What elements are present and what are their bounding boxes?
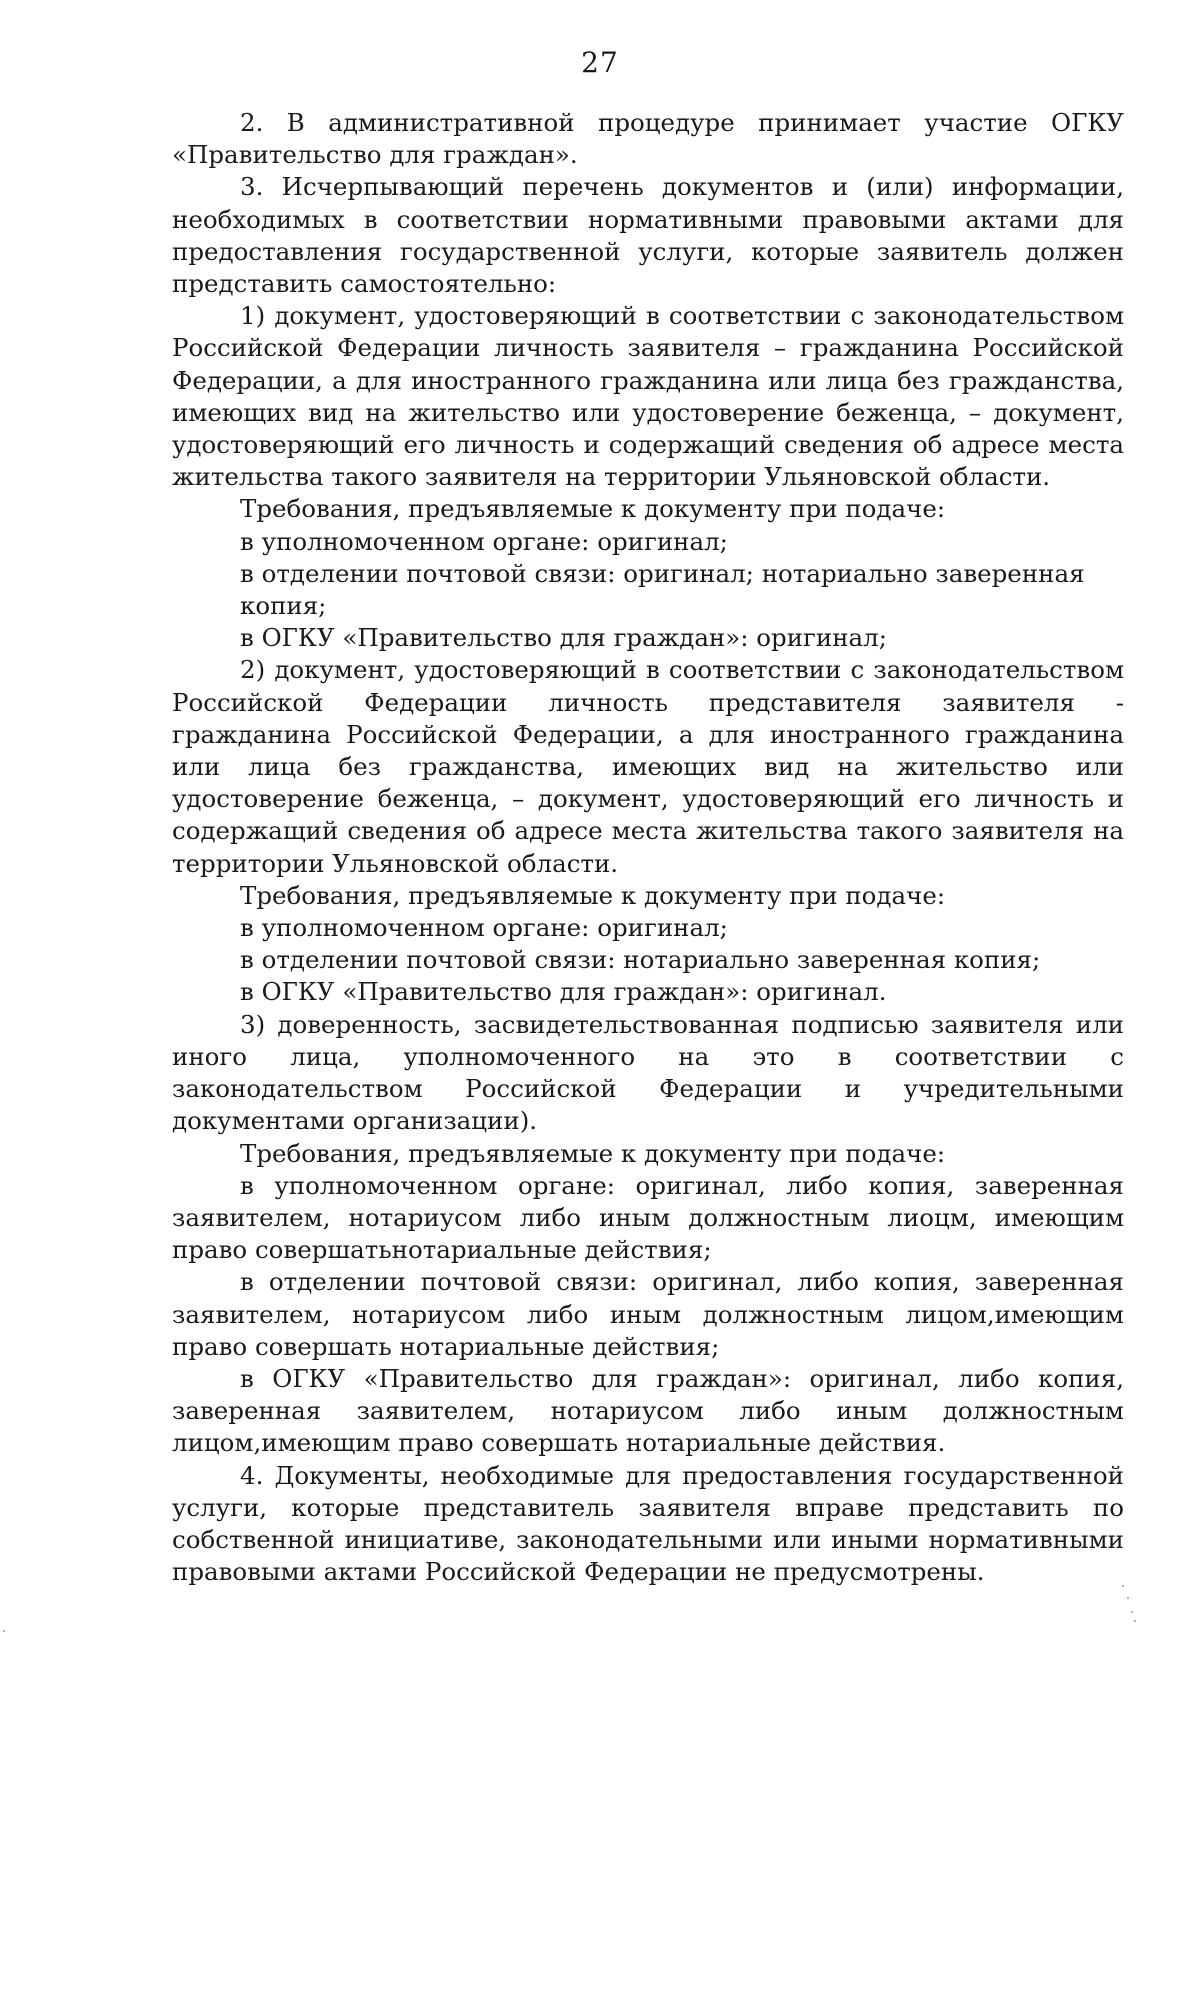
requirement-2-post-office: в отделении почтовой связи: нотариально заверенная копия;: [240, 945, 1041, 975]
item-2-representative-id: 2) документ, удостоверяющий в соответствии с законодательством Российской Федерации личность представителя заявителя - гражданина Российской Федерации, а для иностранного гражданина или лица без гражданства, имеющих вид на жительство или удостоверение беженца, – документ, удостоверяющий его личность и содержащий сведения об адресе места жительства такого заявителя на территории Ульяновской области.: [172, 655, 1124, 878]
requirement-1-authority: в уполномоченном органе: оригинал;: [240, 526, 728, 556]
document-body: [172, 107, 1124, 1588]
item-1-applicant-id: 1) документ, удостоверяющий в соответствии с законодательством Российской Федерации личность заявителя – гражданина Российской Федерации, а для иностранного гражданина или лица без гражданства, имеющих вид на жительство или удостоверение беженца, – документ, удостоверяющий его личность и содержащий сведения об адресе места жительства такого заявителя на территории Ульяновской области.: [172, 301, 1124, 492]
requirement-2-ogku: в ОГКУ «Правительство для граждан»: оригинал.: [240, 977, 887, 1007]
scan-artifact-dot: [1122, 1585, 1124, 1587]
item-3-power-of-attorney: 3) доверенность, засвидетельствованная подписью заявителя или иного лица, уполномоченного на это в соответствии с законодательством Российской Федерации и учредительными документами организации).: [172, 1009, 1124, 1136]
scan-artifact-dot: [1131, 1611, 1133, 1613]
page-number: 27: [581, 46, 619, 79]
paragraph-3-document-list: 3. Исчерпывающий перечень документов и (или) информации, необходимых в соответствии нормативными правовыми актами для предоставления государственной услуги, которые заявитель должен представить самостоятельно:: [172, 172, 1124, 299]
requirements-heading-2: Требования, предъявляемые к документу при подаче:: [240, 880, 946, 910]
requirement-3-authority: в уполномоченном органе: оригинал, либо копия, заверенная заявителем, нотариусом либо иным должностным лиоцм, имеющим право совершатьнотариальные действия;: [172, 1170, 1124, 1265]
requirements-heading-3: Требования, предъявляемые к документу при подаче:: [240, 1138, 946, 1168]
requirement-3-post-office: в отделении почтовой связи: оригинал, либо копия, заверенная заявителем, нотариусом либо иным должностным лицом,имеющим право совершать нотариальные действия;: [172, 1267, 1124, 1361]
scan-artifact-dot: [3, 1630, 5, 1632]
requirement-1-post-office: в отделении почтовой связи: оригинал; нотариально заверенная копия;: [240, 558, 1085, 621]
requirement-3-ogku: в ОГКУ «Правительство для граждан»: оригинал, либо копия, заверенная заявителем, нотариусом либо иным должностным лицом,имеющим право совершать нотариальные действия.: [172, 1363, 1124, 1458]
requirement-1-ogku: в ОГКУ «Правительство для граждан»: оригинал;: [240, 623, 887, 653]
paragraph-2-participation: 2. В административной процедуре принимает участие ОГКУ «Правительство для граждан».: [172, 108, 1124, 170]
paragraph-4-optional-documents: 4. Документы, необходимые для предоставления государственной услуги, которые представитель заявителя вправе представить по собственной инициативе, законодательными или иными нормативными правовыми актами Российской Федерации не предусмотрены.: [172, 1460, 1124, 1587]
scan-artifact-dot: [1127, 1597, 1129, 1599]
requirement-2-authority: в уполномоченном органе: оригинал;: [240, 913, 728, 943]
requirements-heading-1: Требования, предъявляемые к документу при подаче:: [240, 494, 946, 524]
scan-artifact-dot: [1134, 1620, 1136, 1622]
